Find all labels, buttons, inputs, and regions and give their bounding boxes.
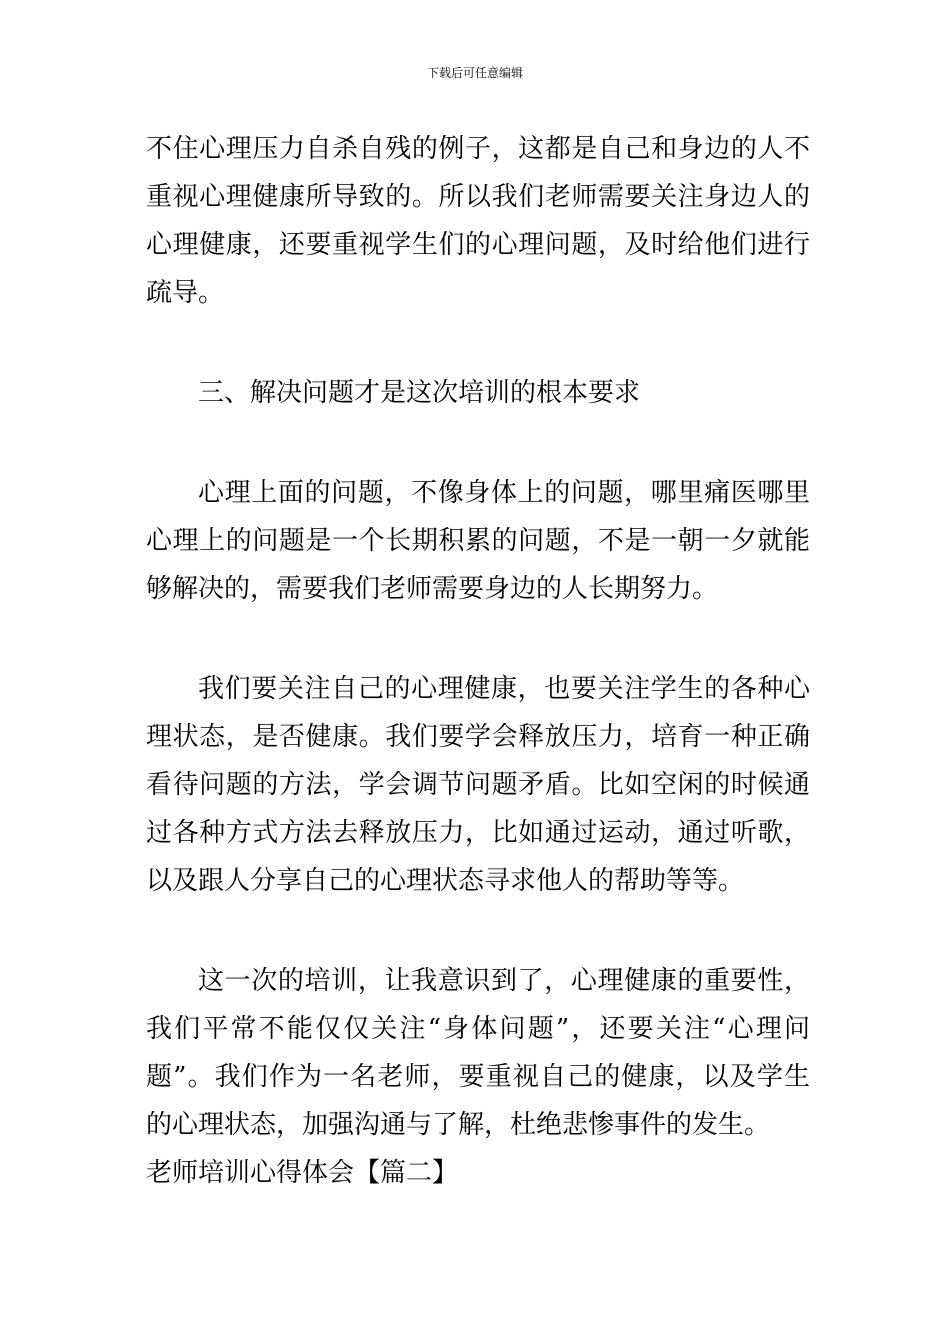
paragraph-continuation	[146, 125, 810, 317]
text-line: 心理上的问题是一个长期积累的问题，不是一朝一夕就能	[146, 526, 810, 556]
text-line: 我们平常不能仅仅关注“身体问题”，还要关注“心理问	[146, 1014, 810, 1044]
text-line: 我们要关注自己的心理健康，也要关注学生的各种心	[198, 674, 810, 704]
page-header-note: 下载后可任意编辑	[426, 66, 523, 80]
text-line: 题”。我们作为一名老师，要重视自己的健康，以及学生	[146, 1062, 810, 1092]
paragraph	[146, 469, 810, 613]
paragraph	[146, 665, 810, 905]
text-line: 够解决的，需要我们老师需要身边的人长期努力。	[146, 574, 719, 604]
text-line: 过各种方式方法去释放压力，比如通过运动，通过听歌，	[146, 818, 810, 848]
text-line: 的心理状态，加强沟通与了解，杜绝悲惨事件的发生。	[146, 1110, 771, 1140]
text-line: 看待问题的方法，学会调节问题矛盾。比如空闲的时候通	[146, 770, 810, 800]
article-title	[146, 1149, 810, 1197]
text-line: 心理健康，还要重视学生们的心理问题，及时给他们进行	[146, 230, 810, 260]
text-line: 这一次的培训，让我意识到了，心理健康的重要性，	[198, 966, 810, 996]
section-heading-text: 三、解决问题才是这次培训的根本要求	[198, 378, 641, 408]
paragraph	[146, 957, 810, 1149]
section-heading	[146, 369, 810, 417]
text-line: 心理上面的问题，不像身体上的问题，哪里痛医哪里	[198, 478, 810, 508]
text-line: 疏导。	[146, 278, 225, 308]
text-line: 重视心理健康所导致的。所以我们老师需要关注身边人的	[146, 182, 810, 212]
text-line: 理状态，是否健康。我们要学会释放压力，培育一种正确	[146, 722, 810, 752]
document-body	[146, 125, 810, 1197]
text-line: 不住心理压力自杀自残的例子，这都是自己和身边的人不	[146, 134, 810, 164]
article-title-text: 老师培训心得体会【篇二】	[146, 1158, 459, 1188]
text-line: 以及跟人分享自己的心理状态寻求他人的帮助等等。	[146, 866, 745, 896]
